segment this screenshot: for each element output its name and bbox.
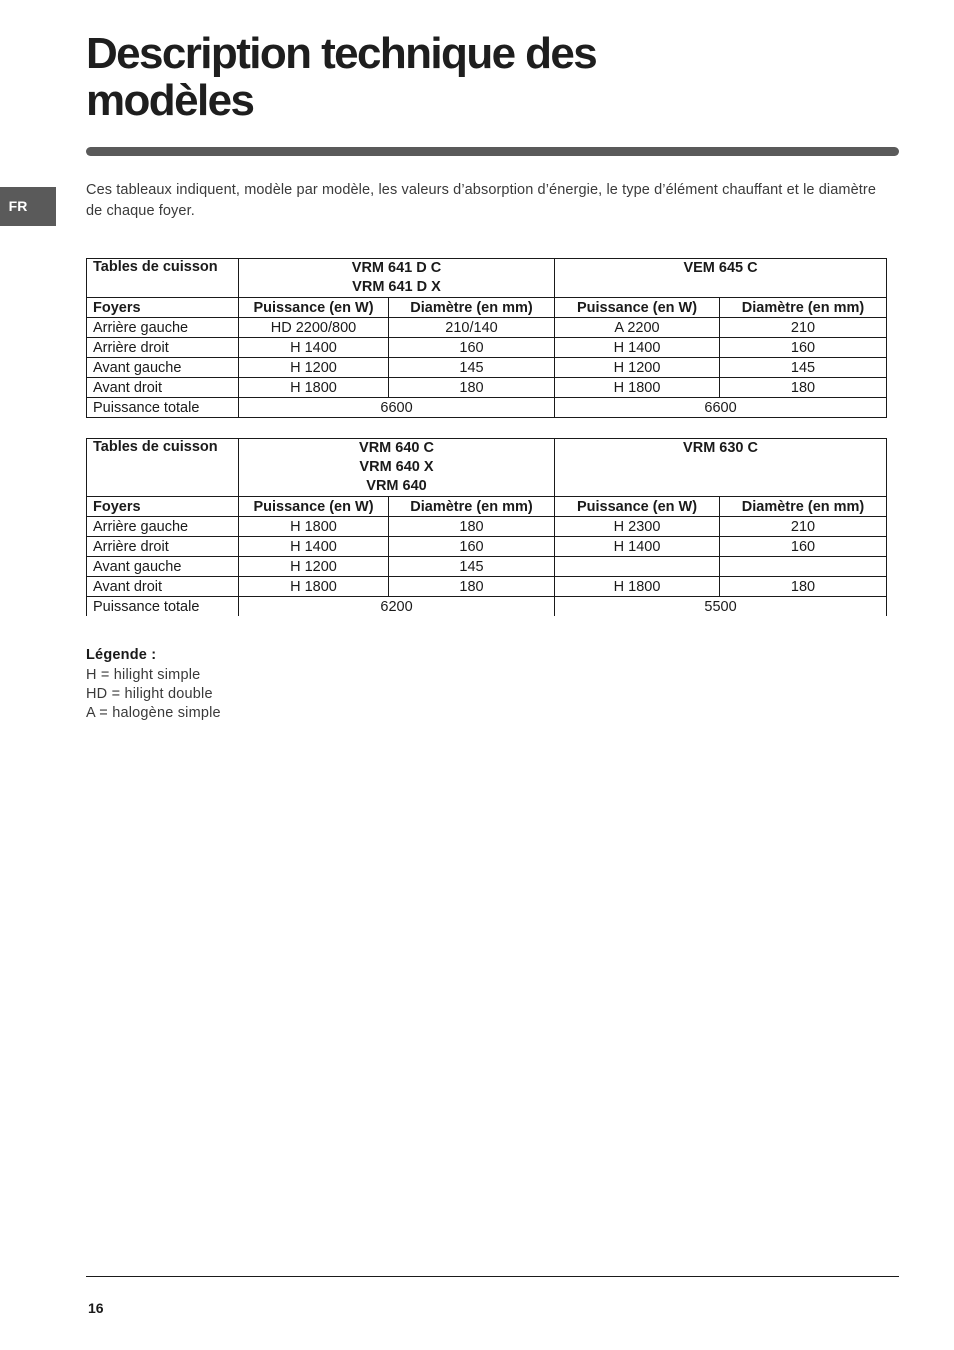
footer-divider [86,1276,899,1277]
model-group-header [239,439,555,497]
table-cell: 210 [720,318,887,338]
foyers-label: Foyers [87,497,239,517]
table-cell: 160 [720,537,887,557]
row-label: Arrière gauche [87,318,239,338]
row-label: Arrière gauche [87,517,239,537]
total-label: Puissance totale [87,597,239,617]
table-cell: H 1400 [555,338,720,358]
table-cell: H 1800 [239,378,389,398]
table-cell: H 1400 [555,537,720,557]
total-value: 5500 [555,597,887,617]
intro-paragraph: Ces tableaux indiquent, modèle par modèle, les valeurs d’absorption d’énergie, le type d’élément chauffant et le diamètre de chaque foyer. [86,182,876,219]
table-cell [555,557,720,577]
col-header-power: Puissance (en W) [239,497,389,517]
table-cell: 145 [389,358,555,378]
page-title-line-1: Description technique des [86,29,597,78]
col-header-power: Puissance (en W) [555,497,720,517]
table-cell: 180 [389,378,555,398]
col-header-diameter: Diamètre (en mm) [720,497,887,517]
spec-table-2 [86,438,887,616]
page-number: 16 [88,1300,104,1316]
table-column-header-row [87,497,887,517]
row-label: Arrière droit [87,338,239,358]
legend [86,646,221,723]
col-header-diameter: Diamètre (en mm) [720,298,887,318]
table-row [87,537,887,557]
table-header-row [87,259,887,298]
table-corner-label: Tables de cuisson [87,439,239,497]
table-cell: A 2200 [555,318,720,338]
table-cell: H 2300 [555,517,720,537]
language-tab-label: FR [8,198,28,214]
model-name: VRM 641 D X [352,279,441,295]
table-row [87,338,887,358]
total-value: 6200 [239,597,555,617]
table-corner-label: Tables de cuisson [87,259,239,298]
table-cell: 180 [389,517,555,537]
table-cell: H 1400 [239,338,389,358]
row-label: Avant droit [87,378,239,398]
table-cell: 180 [720,378,887,398]
table-cell: H 1800 [239,517,389,537]
table-cell: H 1400 [239,537,389,557]
model-name: VRM 641 D C [351,260,442,276]
col-header-power: Puissance (en W) [239,298,389,318]
table-row [87,557,887,577]
total-value: 6600 [239,398,555,418]
table-row [87,358,887,378]
row-label: Avant gauche [87,557,239,577]
table-cell: 160 [389,338,555,358]
model-group-header [239,259,555,298]
table-row [87,577,887,597]
table-cell: H 1800 [555,378,720,398]
language-tab [0,187,56,226]
table-cell: H 1200 [239,557,389,577]
table-cell [720,557,887,577]
table-column-header-row [87,298,887,318]
table-row [87,517,887,537]
model-name: VRM 640 [366,478,427,494]
total-label: Puissance totale [87,398,239,418]
spec-table-1 [86,258,887,418]
legend-item: A = halogène simple [86,705,221,721]
table-cell: HD 2200/800 [239,318,389,338]
table-cell: 145 [720,358,887,378]
legend-title: Légende : [86,647,157,663]
table-cell: 160 [389,537,555,557]
model-name: VRM 640 C [359,440,434,456]
table-cell: 210/140 [389,318,555,338]
title-divider [86,147,899,156]
foyers-label: Foyers [87,298,239,318]
page-title-line-2: modèles [86,76,254,125]
row-label: Avant gauche [87,358,239,378]
model-group-header [555,259,887,298]
page-title [86,30,786,124]
table-header-row [87,439,887,497]
table-cell: H 1800 [239,577,389,597]
table-total-row [87,597,887,617]
col-header-diameter: Diamètre (en mm) [389,497,555,517]
table-cell: 210 [720,517,887,537]
col-header-diameter: Diamètre (en mm) [389,298,555,318]
table-row [87,318,887,338]
model-name: VRM 630 C [683,440,758,456]
table-row [87,378,887,398]
table-cell: H 1200 [239,358,389,378]
total-value: 6600 [555,398,887,418]
row-label: Avant droit [87,577,239,597]
row-label: Arrière droit [87,537,239,557]
table-total-row [87,398,887,418]
table-cell: H 1800 [555,577,720,597]
table-cell: 180 [720,577,887,597]
col-header-power: Puissance (en W) [555,298,720,318]
table-cell: 145 [389,557,555,577]
table-cell: H 1200 [555,358,720,378]
table-cell: 180 [389,577,555,597]
model-name: VEM 645 C [683,260,758,276]
model-group-header [555,439,887,497]
legend-item: H = hilight simple [86,667,201,683]
table-cell: 160 [720,338,887,358]
model-name: VRM 640 X [359,459,434,475]
legend-item: HD = hilight double [86,686,213,702]
